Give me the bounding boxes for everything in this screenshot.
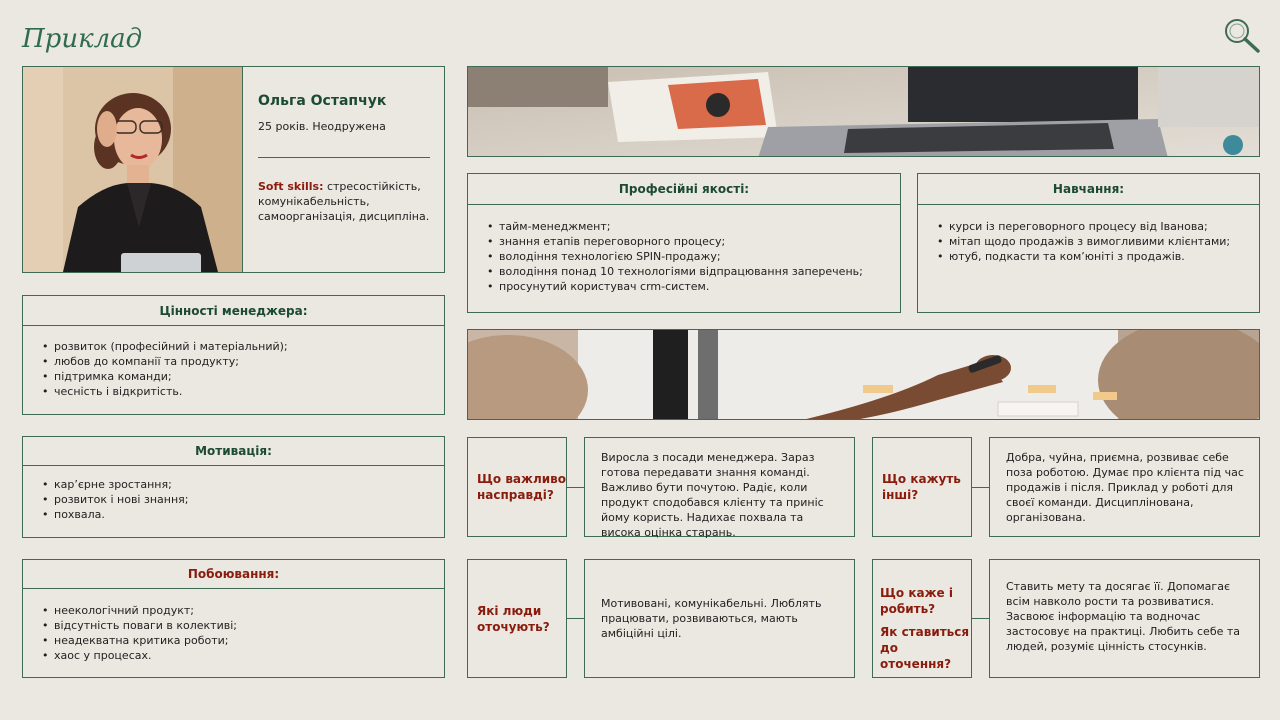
fears-list <box>23 589 444 663</box>
important-answer <box>584 437 855 537</box>
important-answer-text: Виросла з посади менеджера. Зараз готова передавати знання команді. Важливо бути почутою. Радіє, коли продукт сподобався клієнту та приніс йому користь. Надихає похвала та висока оцінка старань. <box>601 451 824 539</box>
list-item: • підтримка команди; <box>42 369 444 384</box>
list-item: • чесність і відкритість. <box>42 384 444 399</box>
soft-skills-label: Soft skills: <box>258 180 324 193</box>
list-item: • розвиток і нові знання; <box>42 492 444 507</box>
motivation-title: Мотивація: <box>23 437 444 466</box>
professional-list <box>468 205 900 294</box>
list-item: • любов до компанії та продукту; <box>42 354 444 369</box>
list-item: • кар’єрне зростання; <box>42 477 444 492</box>
list-item: • неекологічний продукт; <box>42 603 444 618</box>
soft-skills-text: стресостійкість, комунікабельність, самоорганізація, дисципліна. <box>258 180 430 223</box>
list-item: • тайм-менеджмент; <box>487 219 900 234</box>
motivation-list <box>23 466 444 522</box>
list-item: • розвиток (професійний і матеріальний); <box>42 339 444 354</box>
profile-card <box>22 66 445 273</box>
laptop-photo <box>467 66 1260 157</box>
values-list <box>23 326 444 399</box>
fears-title: Побоювання: <box>23 560 444 589</box>
connector <box>972 618 989 619</box>
connector <box>567 487 584 488</box>
others-question-text: Що кажуть інші? <box>882 472 961 502</box>
list-item: • відсутність поваги в колективі; <box>42 618 444 633</box>
says-answer <box>989 559 1260 678</box>
says-question-text: Що каже і робить? <box>880 586 953 616</box>
professional-box <box>467 173 901 313</box>
important-question-text: Що важливо насправді? <box>477 472 566 502</box>
attitude-question-text: Як ставиться до оточення? <box>880 625 970 671</box>
values-box <box>22 295 445 415</box>
values-title: Цінності менеджера: <box>23 296 444 326</box>
list-item: • знання етапів переговорного процесу; <box>487 234 900 249</box>
professional-title: Професійні якості: <box>468 174 900 205</box>
connector <box>972 487 989 488</box>
important-question <box>467 437 567 537</box>
page-title: Приклад <box>22 24 143 54</box>
education-box <box>917 173 1260 313</box>
profile-name: Ольга Остапчук <box>258 93 387 109</box>
connector <box>567 618 584 619</box>
others-question <box>872 437 972 537</box>
list-item: • просунутий користувач crm-систем. <box>487 279 900 294</box>
education-list <box>918 205 1259 264</box>
motivation-box <box>22 436 445 538</box>
education-title: Навчання: <box>918 174 1259 205</box>
list-item: • володіння понад 10 технологіями відпрацювання заперечень; <box>487 264 900 279</box>
profile-photo <box>23 67 243 272</box>
office-photo <box>467 329 1260 420</box>
list-item: • курси із переговорного процесу від Іванова; <box>937 219 1259 234</box>
says-answer-text: Ставить мету та досягає її. Допомагає всім навколо рости та розвиватися. Засвоює інформацію та водночас застосовує на практиці. Любить себе та людей, розуміє цінність стосунків. <box>1006 580 1241 653</box>
people-question-text: Які люди оточують? <box>477 603 550 634</box>
people-answer <box>584 559 855 678</box>
magnifier-icon[interactable] <box>1222 16 1262 56</box>
list-item: • хаос у процесах. <box>42 648 444 663</box>
list-item: • ютуб, подкасти та ком’юніті з продажів. <box>937 249 1259 264</box>
list-item: • похвала. <box>42 507 444 522</box>
says-question <box>872 559 972 678</box>
list-item: • володіння технологією SPIN-продажу; <box>487 249 900 264</box>
list-item: • неадекватна критика роботи; <box>42 633 444 648</box>
others-answer-text: Добра, чуйна, приємна, розвиває себе поза роботою. Думає про клієнта під час продажів і після. Приклад у роботі для своєї команди. Дисциплінована, організована. <box>1006 451 1244 524</box>
others-answer <box>989 437 1260 537</box>
profile-subtitle: 25 років. Неодружена <box>258 120 386 133</box>
people-answer-text: Мотивовані, комунікабельні. Люблять працювати, розвиваються, мають амбіційні цілі. <box>601 597 822 640</box>
people-question <box>467 559 567 678</box>
profile-divider <box>258 157 430 158</box>
list-item: • мітап щодо продажів з вимогливими клієнтами; <box>937 234 1259 249</box>
fears-box <box>22 559 445 678</box>
soft-skills <box>258 179 438 224</box>
